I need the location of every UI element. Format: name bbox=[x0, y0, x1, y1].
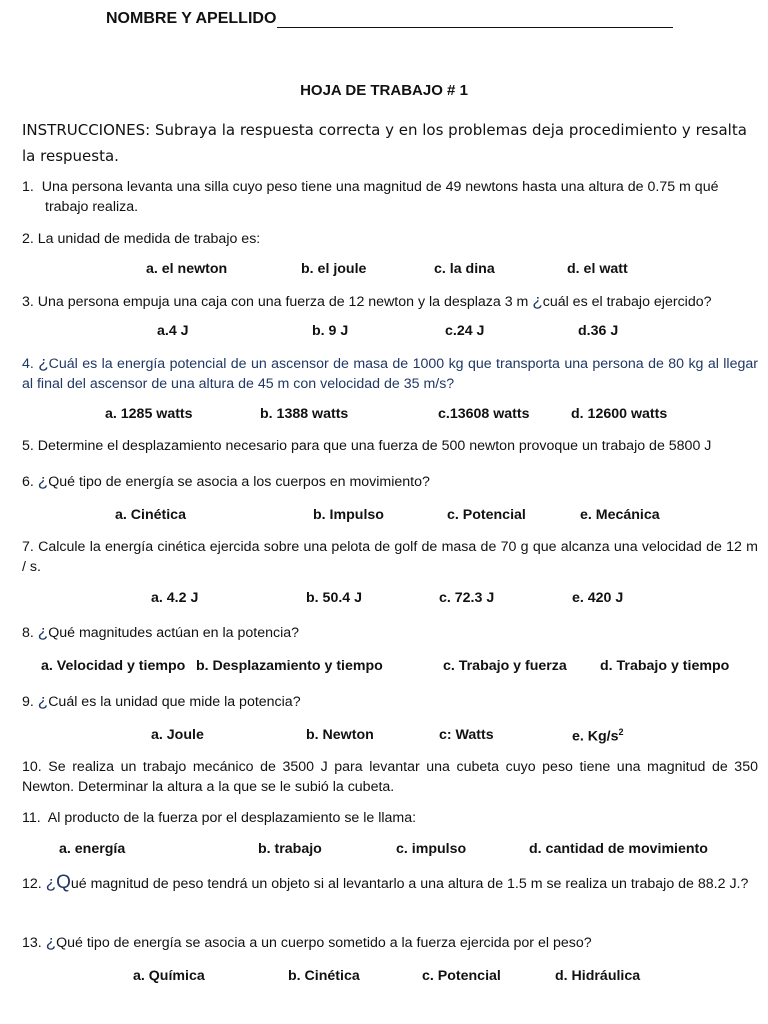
option-11a[interactable]: a. energía bbox=[59, 841, 126, 857]
option-2a[interactable]: a. el newton bbox=[146, 261, 228, 277]
name-label: NOMBRE Y APELLIDO bbox=[106, 10, 277, 27]
option-4a[interactable]: a. 1285 watts bbox=[105, 406, 193, 422]
question-text: Cuál es la energía potencial de un ascensor de masa de 1000 kg que transporta una persona de 80 kg al llegar al final del ascensor de una altura de 45 m con velocidad de 35 m/s? bbox=[22, 356, 758, 392]
question-number: 2. bbox=[22, 231, 34, 247]
option-9c[interactable]: c: Watts bbox=[439, 727, 494, 743]
option-8c[interactable]: c. Trabajo y fuerza bbox=[443, 658, 567, 674]
question-number: 5. bbox=[22, 438, 34, 454]
option-2d[interactable]: d. el watt bbox=[567, 261, 628, 277]
option-4d[interactable]: d. 12600 watts bbox=[571, 406, 668, 422]
question-text: Calcule la energía cinética ejercida sobre una pelota de golf de masa de 70 g que alcanza una velocidad de 12 m / s. bbox=[22, 539, 758, 575]
option-3c[interactable]: c.24 J bbox=[445, 323, 485, 339]
question-text: Al producto de la fuerza por el desplazamiento se le llama: bbox=[47, 810, 417, 826]
question-number: 4. bbox=[22, 356, 34, 372]
question-4 bbox=[22, 354, 758, 394]
option-9e-label: e. Kg/s bbox=[572, 728, 619, 745]
option-6c[interactable]: c. Potencial bbox=[447, 507, 526, 523]
inverted-question-mark: ¿ bbox=[38, 353, 49, 372]
option-7a[interactable]: a. 4.2 J bbox=[151, 590, 199, 606]
question-10 bbox=[22, 757, 758, 797]
question-number: 9. bbox=[22, 694, 34, 710]
question-number: 6. bbox=[22, 474, 34, 490]
option-8d[interactable]: d. Trabajo y tiempo bbox=[600, 658, 730, 674]
option-4c[interactable]: c.13608 watts bbox=[438, 406, 530, 422]
question-text: ué magnitud de peso tendrá un objeto si al levantarlo a una altura de 1.5 m se realiza un trabajo de 88.2 J.? bbox=[70, 876, 749, 892]
option-6b[interactable]: b. Impulso bbox=[313, 507, 384, 523]
question-8 bbox=[22, 623, 758, 643]
name-line bbox=[106, 10, 673, 28]
question-text-start: Una persona empuja una caja con una fuerza de 12 newton y la desplaza 3 m bbox=[37, 294, 533, 310]
option-11b[interactable]: b. trabajo bbox=[258, 841, 322, 857]
option-9a[interactable]: a. Joule bbox=[151, 727, 204, 743]
option-13d[interactable]: d. Hidráulica bbox=[555, 968, 641, 984]
option-9b[interactable]: b. Newton bbox=[306, 727, 374, 743]
question-2 bbox=[22, 229, 758, 249]
option-6a[interactable]: a. Cinética bbox=[115, 507, 186, 523]
option-9e-superscript: 2 bbox=[618, 727, 624, 737]
option-9e[interactable] bbox=[572, 727, 624, 745]
question-number: 12. bbox=[22, 876, 42, 892]
option-7e[interactable]: e. 420 J bbox=[572, 590, 624, 606]
question-5 bbox=[22, 436, 758, 456]
option-13b[interactable]: b. Cinética bbox=[288, 968, 360, 984]
inverted-question-mark: ¿ bbox=[37, 471, 49, 490]
question-number: 1. bbox=[22, 179, 34, 195]
question-number: 3. bbox=[22, 294, 34, 310]
name-underline[interactable] bbox=[277, 11, 673, 28]
question-text: Una persona levanta una silla cuyo peso tiene una magnitud de 49 newtons hasta una altura de 0.75 m qué trabajo realiza. bbox=[41, 179, 719, 215]
question-number: 11. bbox=[22, 810, 41, 826]
question-13 bbox=[22, 933, 758, 953]
option-8b[interactable]: b. Desplazamiento y tiempo bbox=[196, 658, 383, 674]
option-8a[interactable]: a. Velocidad y tiempo bbox=[41, 658, 186, 674]
option-6e[interactable]: e. Mecánica bbox=[580, 507, 660, 523]
option-7c[interactable]: c. 72.3 J bbox=[439, 590, 495, 606]
option-4b[interactable]: b. 1388 watts bbox=[260, 406, 349, 422]
drop-letter: Q bbox=[56, 872, 71, 893]
question-number: 13. bbox=[22, 935, 42, 951]
question-7 bbox=[22, 537, 758, 577]
option-3d[interactable]: d.36 J bbox=[578, 323, 619, 339]
instructions: INSTRUCCIONES: Subraya la respuesta correcta y en los problemas deja procedimiento y resalta la respuesta. bbox=[22, 121, 747, 165]
option-3b[interactable]: b. 9 J bbox=[312, 323, 349, 339]
question-text: Qué magnitudes actúan en la potencia? bbox=[48, 625, 300, 641]
inverted-question-mark: ¿ bbox=[45, 932, 57, 951]
question-text: La unidad de medida de trabajo es: bbox=[37, 231, 261, 247]
option-2c[interactable]: c. la dina bbox=[434, 261, 495, 277]
option-2b[interactable]: b. el joule bbox=[301, 261, 367, 277]
inverted-question-mark: ¿ bbox=[532, 291, 543, 310]
option-13c[interactable]: c. Potencial bbox=[422, 968, 501, 984]
question-number: 8. bbox=[22, 625, 34, 641]
question-text: Determine el desplazamiento necesario para que una fuerza de 500 newton provoque un trabajo de 5800 J bbox=[37, 438, 712, 454]
question-text: Cuál es la unidad que mide la potencia? bbox=[48, 694, 301, 710]
question-number: 10. bbox=[22, 759, 42, 775]
question-3 bbox=[22, 292, 758, 312]
question-number: 7. bbox=[22, 539, 34, 555]
option-3a[interactable]: a.4 J bbox=[157, 323, 189, 339]
option-11c[interactable]: c. impulso bbox=[396, 841, 467, 857]
question-12 bbox=[22, 874, 758, 894]
inverted-question-mark: ¿ bbox=[45, 873, 57, 892]
inverted-question-mark: ¿ bbox=[37, 691, 49, 710]
question-11 bbox=[22, 808, 758, 828]
option-13a[interactable]: a. Química bbox=[133, 968, 205, 984]
question-text-end: cuál es el trabajo ejercido? bbox=[542, 294, 712, 310]
question-6 bbox=[22, 472, 758, 492]
inverted-question-mark: ¿ bbox=[37, 622, 49, 641]
option-7b[interactable]: b. 50.4 J bbox=[306, 590, 362, 606]
question-text: Se realiza un trabajo mecánico de 3500 J para levantar una cubeta cuyo peso tiene una magnitud de 350 Newton. Determinar la altura a la que se le subió la cubeta. bbox=[22, 759, 758, 795]
question-1 bbox=[22, 177, 758, 217]
question-text: Qué tipo de energía se asocia a los cuerpos en movimiento? bbox=[48, 474, 430, 490]
page-title: HOJA DE TRABAJO # 1 bbox=[300, 82, 468, 99]
option-11d[interactable]: d. cantidad de movimiento bbox=[529, 841, 708, 857]
question-text: Qué tipo de energía se asocia a un cuerpo sometido a la fuerza ejercida por el peso? bbox=[56, 935, 592, 951]
question-9 bbox=[22, 692, 758, 712]
